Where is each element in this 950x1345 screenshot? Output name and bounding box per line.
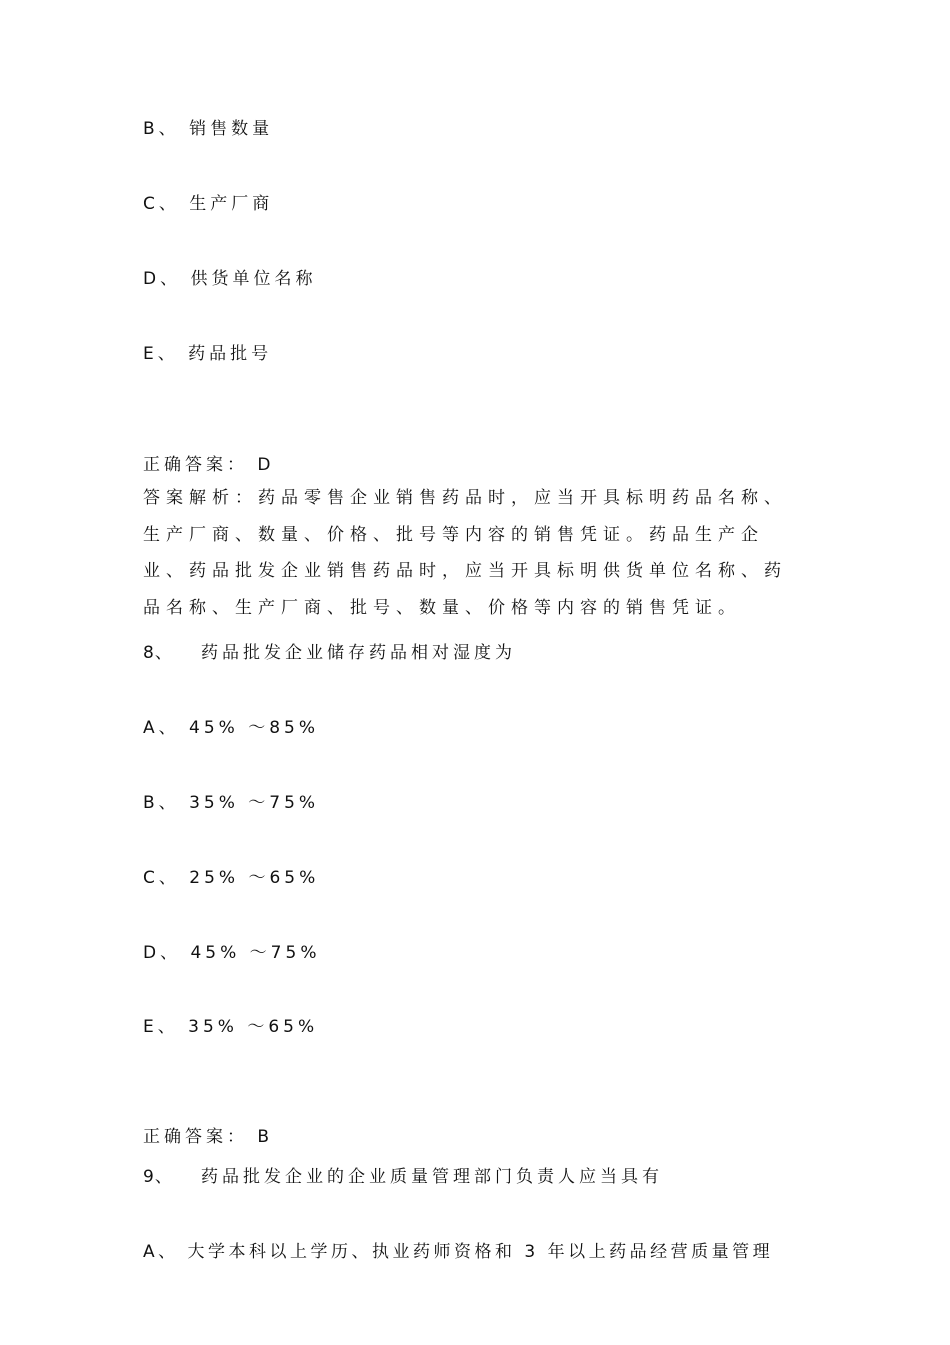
q7-explanation: 答案解析：药品零售企业销售药品时，应当开具标明药品名称、生产厂商、数量、价格、批号等内容的销售凭证。药品生产企业、药品批发企业销售药品时，应当开具标明供货单位名称、药品名称、生产厂商、批号、数量、价格等内容的销售凭证。 bbox=[143, 488, 787, 618]
q9-number: 9、 bbox=[143, 1167, 173, 1187]
q9-text: 药品批发企业的企业质量管理部门负责人应当具有 bbox=[201, 1167, 663, 1187]
q8-text: 药品批发企业储存药品相对湿度为 bbox=[201, 643, 516, 663]
q8-number: 8、 bbox=[143, 643, 173, 663]
q8-option-e: E、 35% ～65% bbox=[143, 1017, 319, 1037]
q8-option-c: C、 25% ～65% bbox=[143, 868, 320, 888]
q8-option-b: B、 35% ～75% bbox=[143, 793, 320, 813]
q8-answer: 正确答案： B bbox=[143, 1127, 274, 1147]
q7-option-c: C、 生产厂商 bbox=[143, 194, 274, 214]
q9-option-a: A、 大学本科以上学历、执业药师资格和 3 年以上药品经营质量管理 bbox=[143, 1242, 774, 1262]
q8-question bbox=[143, 641, 805, 665]
q9-question bbox=[143, 1165, 805, 1189]
q8-option-d: D、 45% ～75% bbox=[143, 943, 321, 963]
q7-option-e: E、 药品批号 bbox=[143, 344, 273, 364]
q7-answer: 正确答案： D bbox=[143, 455, 275, 475]
q8-option-a: A、 45% ～85% bbox=[143, 718, 320, 738]
q7-option-d: D、 供货单位名称 bbox=[143, 269, 317, 289]
q7-option-b: B、 销售数量 bbox=[143, 119, 274, 139]
